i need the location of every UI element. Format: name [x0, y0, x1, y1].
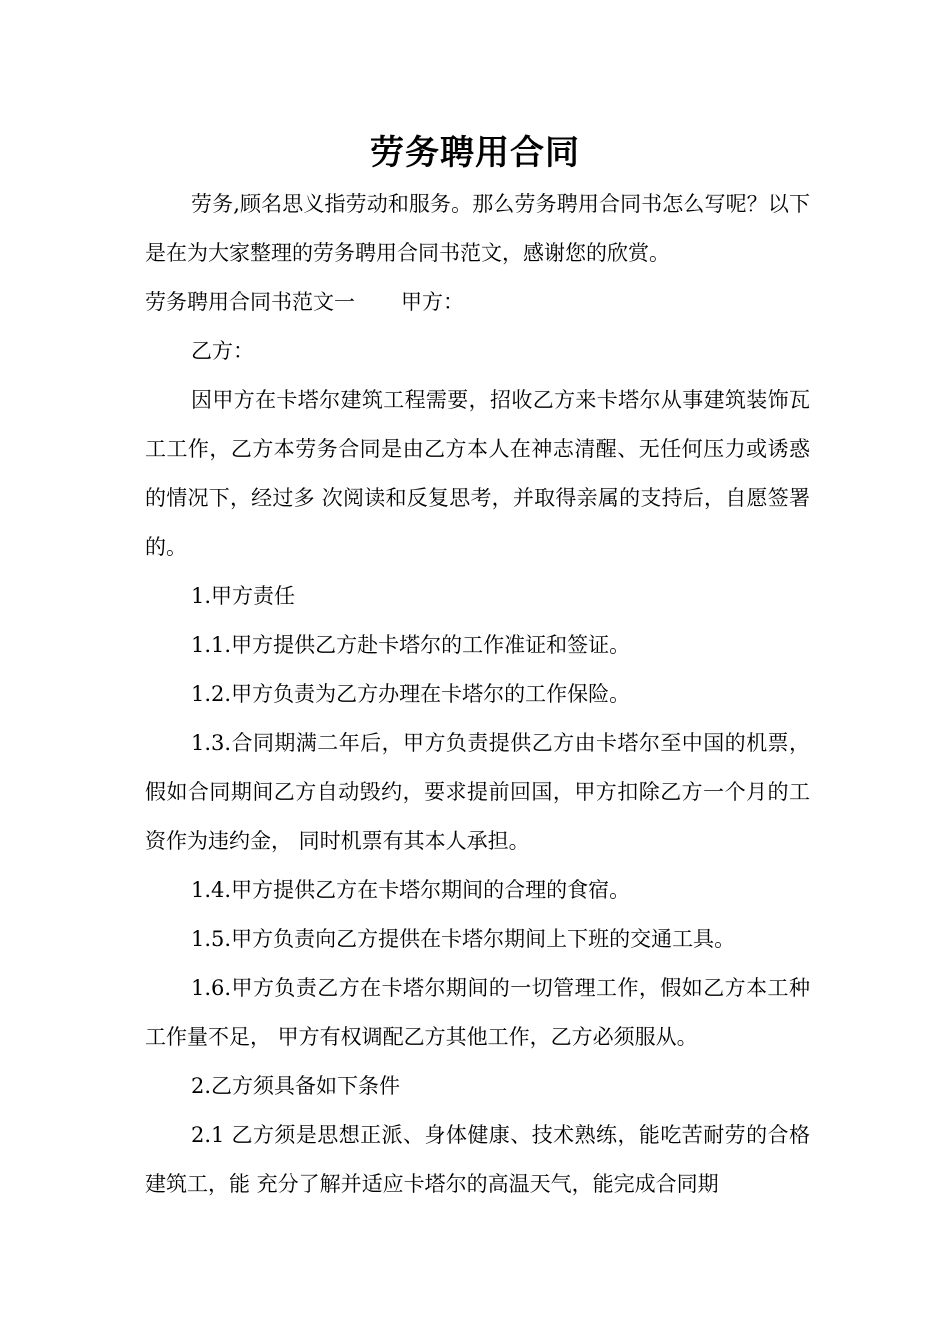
sample-heading-line	[145, 278, 810, 327]
section-2-heading: 2.乙方须具备如下条件	[191, 1074, 401, 1098]
clause-1-2: 1.2.甲方负责为乙方办理在卡塔尔的工作保险。	[191, 682, 631, 706]
intro-paragraph: 劳务,顾名思义指劳动和服务。那么劳务聘用合同书怎么写呢？以下是在为大家整理的劳务聘用合同书范文，感谢您的欣赏。	[145, 192, 810, 265]
preamble-paragraph: 因甲方在卡塔尔建筑工程需要，招收乙方来卡塔尔从事建筑装饰瓦工工作，乙方本劳务合同是由乙方本人在神志清醒、无任何压力或诱惑的情况下，经过多 次阅读和反复思考，并取得亲属的支持后，自愿签署的。	[145, 388, 810, 559]
party-a-label: 甲方：	[401, 290, 464, 314]
clause-1-1: 1.1.甲方提供乙方赴卡塔尔的工作准证和签证。	[191, 633, 631, 657]
clause-1-4: 1.4.甲方提供乙方在卡塔尔期间的合理的食宿。	[191, 878, 631, 902]
document-title: 劳务聘用合同	[370, 133, 580, 173]
section-1-heading: 1.甲方责任	[191, 584, 296, 608]
party-b-label: 乙方：	[191, 339, 254, 363]
clause-2-1: 2.1 乙方须是思想正派、身体健康、技术熟练，能吃苦耐劳的合格建筑工，能 充分了解并适应卡塔尔的高温天气，能完成合同期	[145, 1123, 810, 1196]
clause-1-3: 1.3.合同期满二年后，甲方负责提供乙方由卡塔尔至中国的机票，假如合同期间乙方自动毁约，要求提前回国，甲方扣除乙方一个月的工资作为违约金， 同时机票有其本人承担。	[145, 731, 810, 853]
clause-1-5: 1.5.甲方负责向乙方提供在卡塔尔期间上下班的交通工具。	[191, 927, 736, 951]
sample-heading: 劳务聘用合同书范文一	[145, 290, 355, 314]
document-body	[145, 180, 810, 1209]
clause-1-6: 1.6.甲方负责乙方在卡塔尔期间的一切管理工作，假如乙方本工种工作量不足， 甲方有权调配乙方其他工作，乙方必须服从。	[145, 976, 810, 1049]
